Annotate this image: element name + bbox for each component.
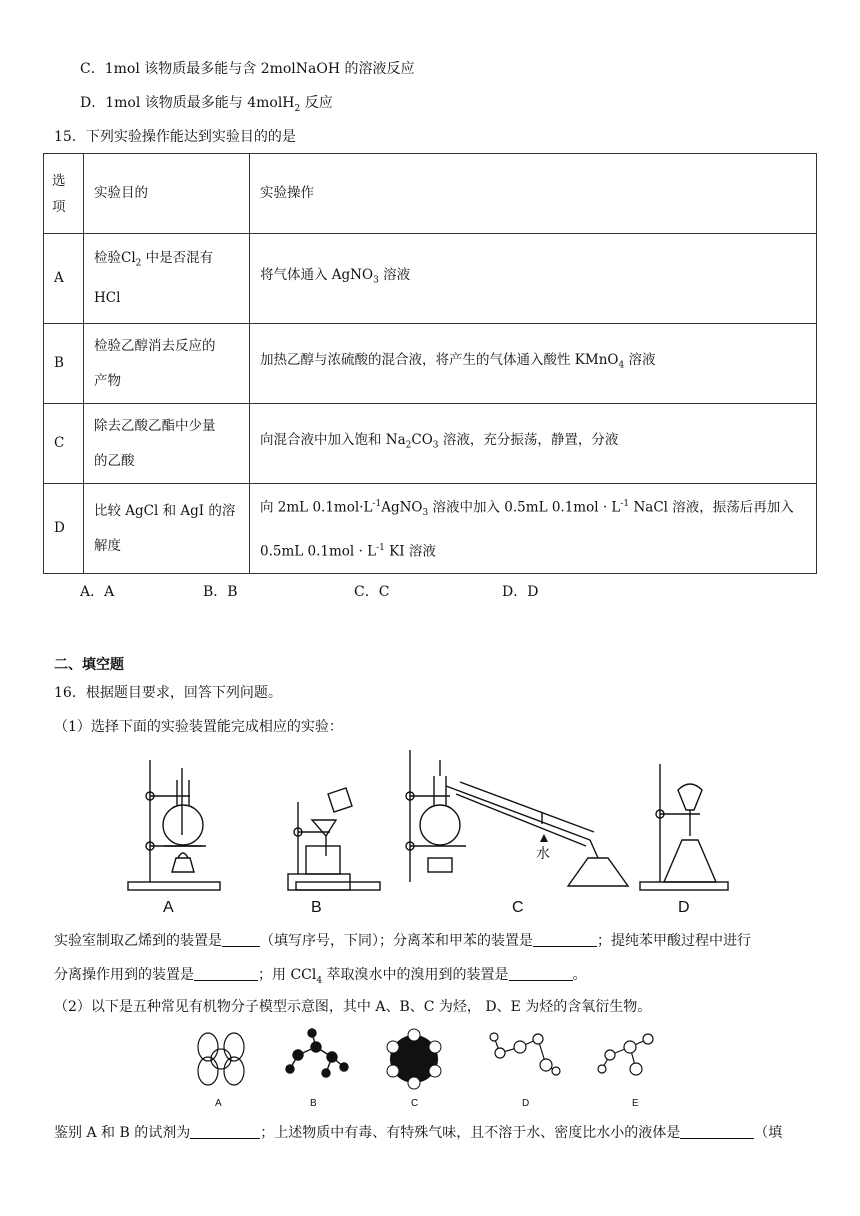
choice-a: A．A <box>80 584 115 600</box>
model-label-a: A <box>215 1098 222 1109</box>
ethane-model-icon <box>286 1029 348 1077</box>
row-key: D <box>44 484 84 574</box>
answer-blank[interactable] <box>509 966 573 981</box>
erlenmeyer-flask-icon <box>568 858 628 886</box>
header-operation: 实验操作 <box>250 154 817 234</box>
model-label-c: C <box>411 1098 419 1109</box>
answer-blank[interactable] <box>190 1124 260 1139</box>
apparatus-label-c: C <box>512 899 524 916</box>
fill-sentence-1: 实验室制取乙烯到的装置是 （填写序号，下同）；分离苯和甲苯的装置是 ；提纯苯甲酸过程中进行 <box>54 933 751 949</box>
beaker-pouring-icon <box>328 788 352 812</box>
fill-sentence-2: 分离操作用到的装置是 ；用 CCl$_4$ 萃取溴水中的溴用到的装置是 。 <box>54 967 587 986</box>
answer-blank[interactable] <box>222 932 260 947</box>
table-row <box>44 484 817 574</box>
ethylene-model-icon <box>198 1033 244 1085</box>
table-row <box>44 324 817 404</box>
table-header-row <box>44 154 817 234</box>
row-operation: 向混合液中加入饱和 $Na_2CO_3$ 溶液，充分振荡，静置，分液 <box>250 404 817 484</box>
choice-c: C．C <box>354 584 390 600</box>
condenser-icon <box>446 786 590 840</box>
acetic-acid-model-icon <box>598 1034 653 1075</box>
row-key: A <box>44 234 84 324</box>
row-purpose: 检验$Cl_2$ 中是否混有 HCl <box>84 234 250 324</box>
water-label: 水 <box>536 846 550 862</box>
separatory-funnel-icon <box>678 784 702 810</box>
row-key: C <box>44 404 84 484</box>
row-operation: 向 2mL $0.1mol\cdot L^{-1}AgNO_3$ 溶液中加入 0.5mL $0.1mol \cdot L^{-1}$ NaCl 溶液，振荡后再加入 0.5mL $0.1mol \cdot L^{-1}$ KI 溶液 <box>250 484 817 574</box>
choice-b: B．B <box>203 584 238 600</box>
stand-base-icon <box>128 882 220 890</box>
model-label-e: E <box>632 1098 639 1109</box>
answer-blank[interactable] <box>533 932 597 947</box>
row-key: B <box>44 324 84 404</box>
model-label-b: B <box>310 1098 317 1109</box>
option-d-text: D．1mol 该物质最多能与 4molH$_2$ 反应 <box>80 95 333 114</box>
header-purpose: 实验目的 <box>84 154 250 234</box>
ethanol-model-icon <box>490 1033 560 1075</box>
question-16-stem: 16．根据题目要求，回答下列问题。 <box>54 685 282 701</box>
funnel-icon <box>312 820 336 836</box>
table-row <box>44 234 817 324</box>
answer-blank[interactable] <box>680 1124 754 1139</box>
apparatus-figure <box>120 740 740 920</box>
part-2-intro: （2）以下是五种常见有机物分子模型示意图，其中 A、B、C 为烃， D、E 为烃的含氧衍生物。 <box>54 999 652 1015</box>
apparatus-label-a: A <box>163 899 174 916</box>
option-c-text: C．1mol 该物质最多能与含 2molNaOH 的溶液反应 <box>80 61 415 77</box>
part-1-intro: （1）选择下面的实验装置能完成相应的实验： <box>54 719 343 735</box>
choice-d: D．D <box>502 584 539 600</box>
apparatus-label-b: B <box>311 899 322 916</box>
row-purpose: 除去乙酸乙酯中少量 的乙酸 <box>84 404 250 484</box>
row-operation: 加热乙醇与浓硫酸的混合液，将产生的气体通入酸性 KMnO$_4$ 溶液 <box>250 324 817 404</box>
answer-blank[interactable] <box>194 966 258 981</box>
row-purpose: 检验乙醇消去反应的 产物 <box>84 324 250 404</box>
row-purpose: 比较 AgCl 和 AgI 的溶 解度 <box>84 484 250 574</box>
table-row <box>44 404 817 484</box>
section-heading: 二、填空题 <box>54 657 124 673</box>
fill-sentence-3: 鉴别 A 和 B 的试剂为 ；上述物质中有毒、有特殊气味，且不溶于水、密度比水小的液体是 （填 <box>54 1125 783 1141</box>
question-15-stem: 15．下列实验操作能达到实验目的的是 <box>54 129 296 145</box>
experiment-table <box>43 153 817 574</box>
header-option: 选项 <box>44 154 84 234</box>
molecule-models-figure <box>190 1025 670 1091</box>
apparatus-label-d: D <box>678 899 690 916</box>
round-flask-icon <box>163 805 203 845</box>
model-label-d: D <box>522 1098 530 1109</box>
benzene-model-icon <box>387 1029 441 1089</box>
row-operation: 将气体通入 AgNO$_3$ 溶液 <box>250 234 817 324</box>
